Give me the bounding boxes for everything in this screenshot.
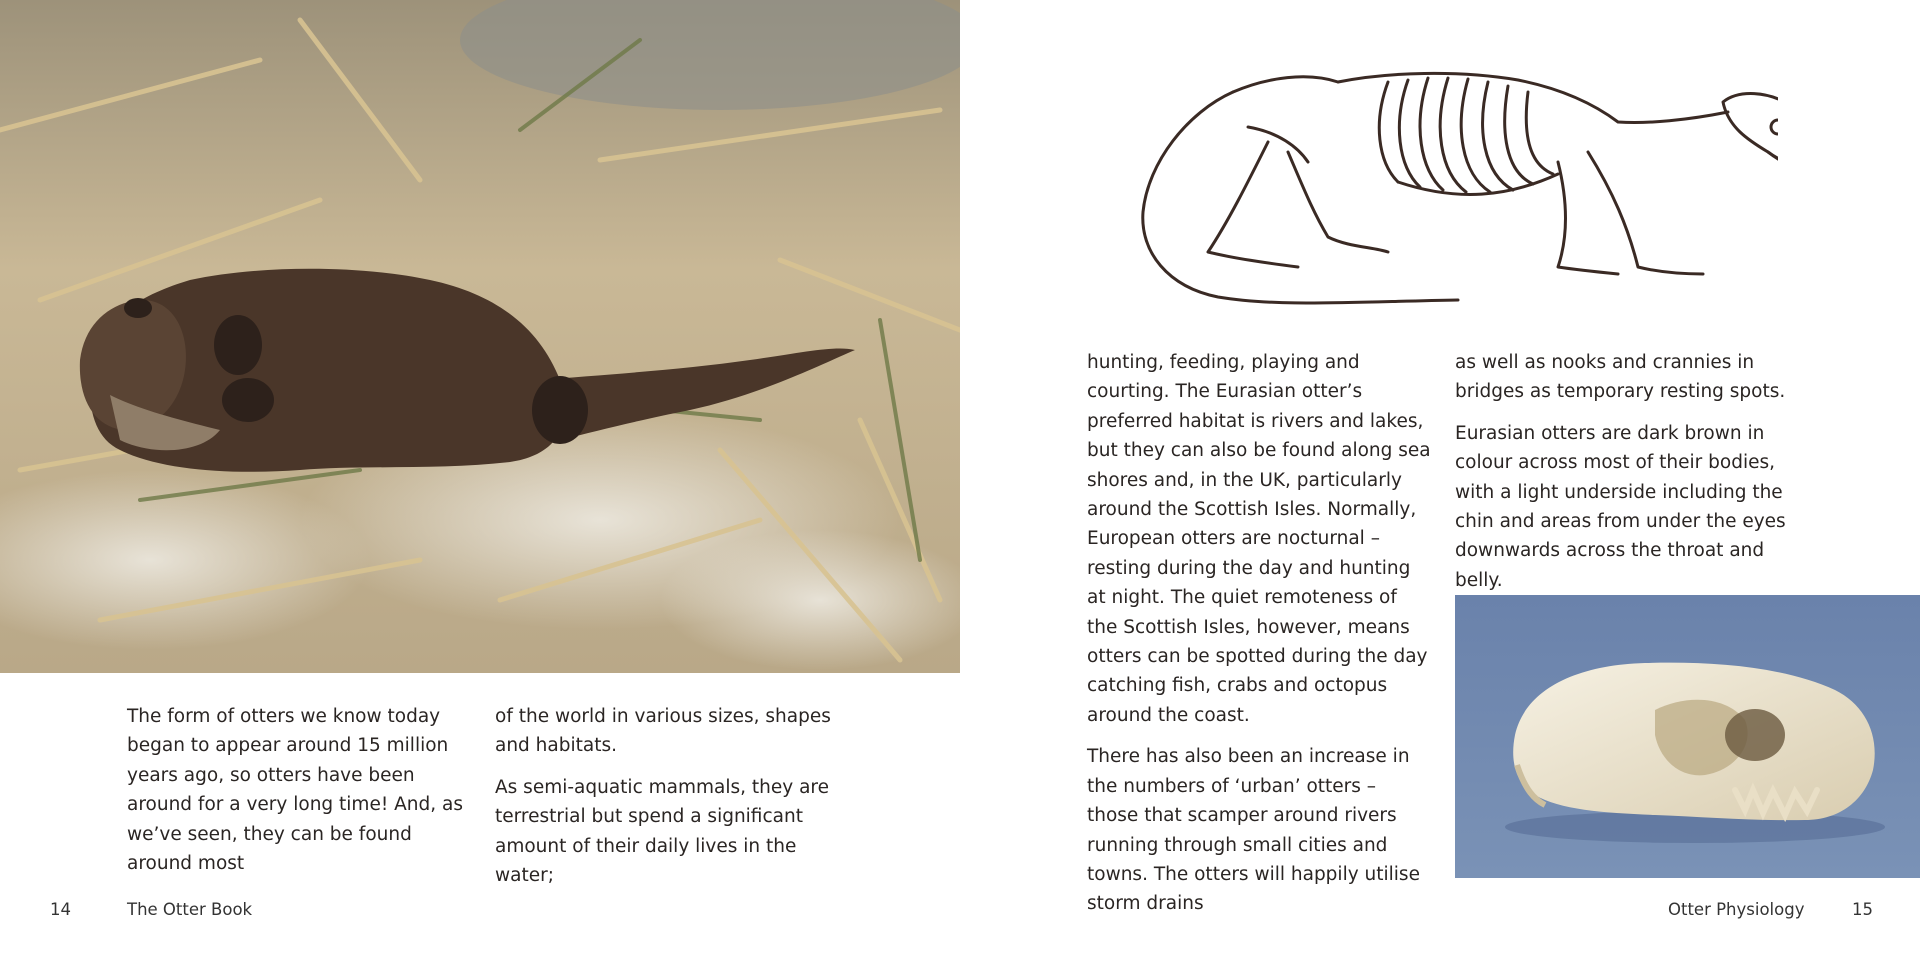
running-title-right: Otter Physiology bbox=[1668, 900, 1805, 919]
paragraph: As semi-aquatic mammals, they are terrestrial but spend a significant amount of their daily lives in the water; bbox=[495, 776, 830, 887]
paragraph: hunting, feeding, playing and courting. The Eurasian otter’s preferred habitat is rivers and lakes, but they can also be found along sea shores and, in the UK, particularly around the Scottish Isles. Normally, European otters are nocturnal – resting during the day and hunting at night. The quiet remoteness of the Scottish Isles, however, means otters can be spotted during the day catching fish, crabs and octopus around the coast. bbox=[1087, 352, 1431, 726]
running-title-left: The Otter Book bbox=[127, 900, 253, 919]
right-column-2 bbox=[1455, 348, 1800, 607]
otter-skeleton-illustration bbox=[1128, 52, 1778, 322]
left-column-2 bbox=[495, 702, 840, 902]
paragraph: There has also been an increase in the numbers of ‘urban’ otters – those that scamper around rivers running through small cities and towns. The otters will happily utilise storm drains bbox=[1087, 746, 1420, 915]
page-number-right: 15 bbox=[1852, 900, 1873, 919]
page-number-left: 14 bbox=[50, 900, 71, 919]
right-column-1 bbox=[1087, 348, 1432, 931]
paragraph: as well as nooks and crannies in bridges as temporary resting spots. bbox=[1455, 352, 1786, 403]
paragraph: The form of otters we know today began to appear around 15 million years ago, so otters have been around for a very long time! And, as we’ve seen, they can be found around most bbox=[127, 706, 463, 875]
paragraph: of the world in various sizes, shapes and habitats. bbox=[495, 706, 831, 757]
left-column-1 bbox=[127, 702, 472, 890]
otter-skull-photo bbox=[1455, 595, 1920, 878]
otter-photo bbox=[0, 0, 960, 673]
paragraph: Eurasian otters are dark brown in colour across most of their bodies, with a light underside including the chin and areas from under the eyes downwards across the throat and belly. bbox=[1455, 422, 1786, 591]
